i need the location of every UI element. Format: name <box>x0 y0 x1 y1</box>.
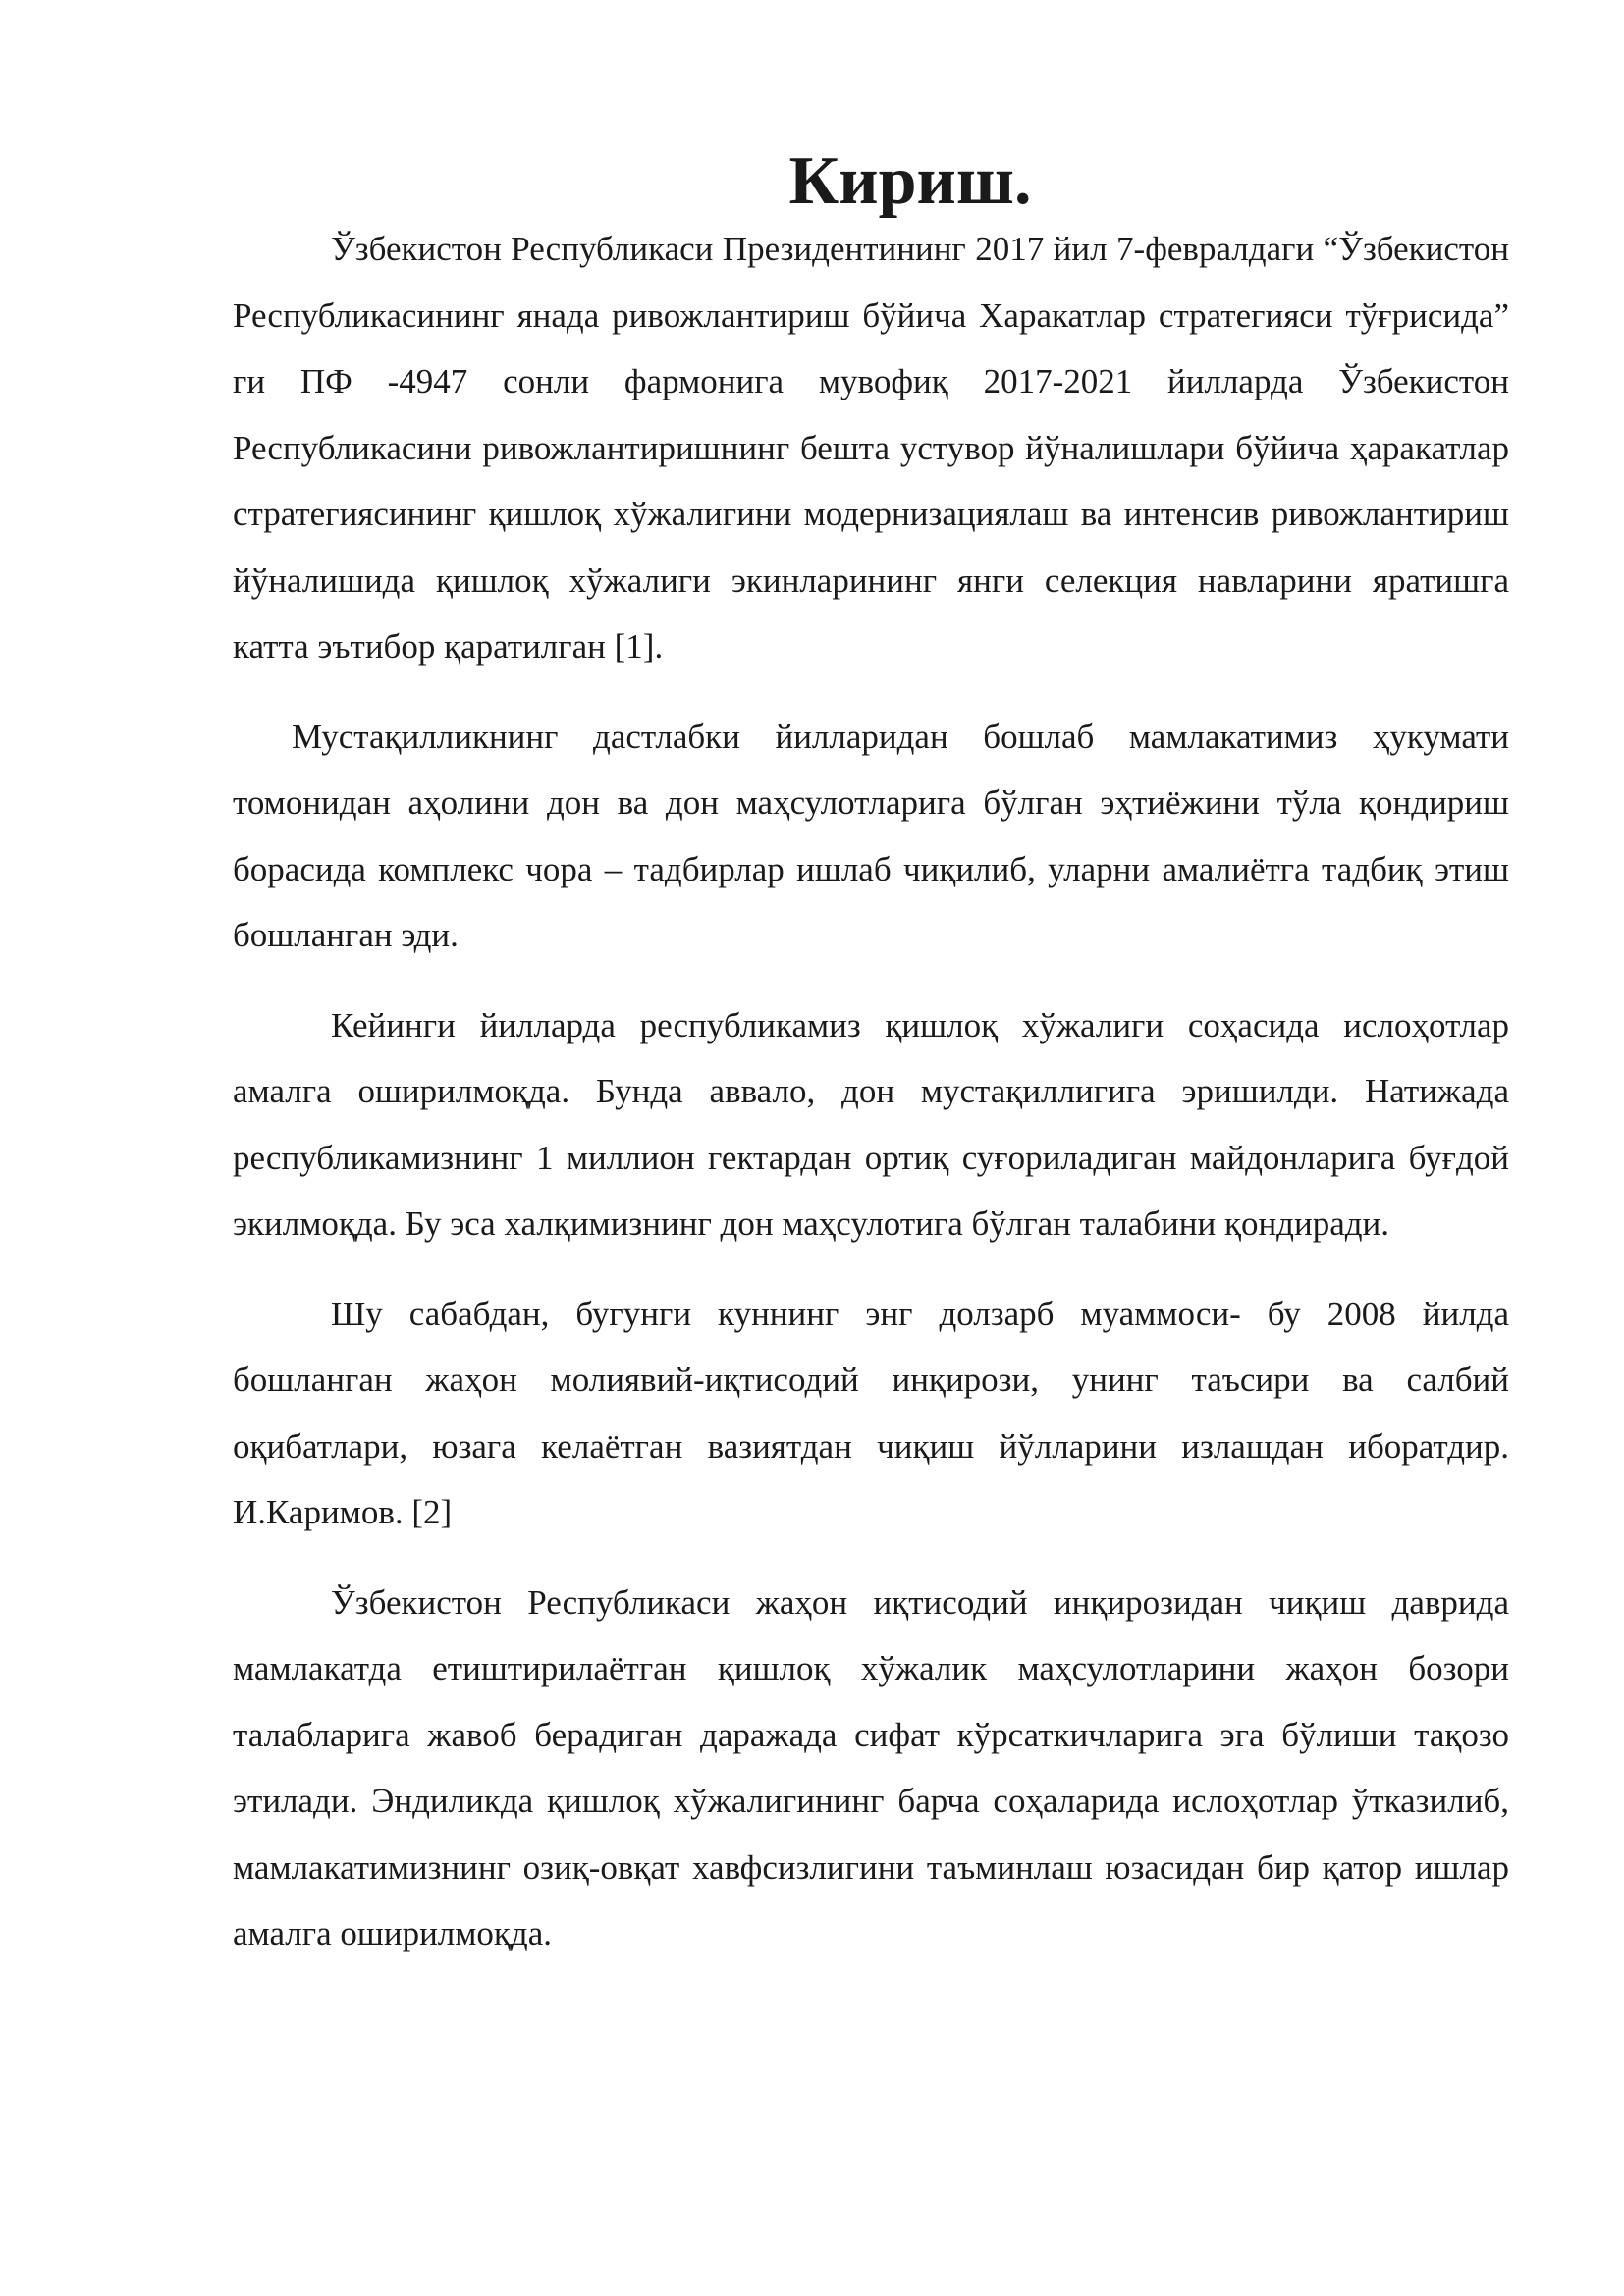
page-title: Кириш. <box>788 143 1032 219</box>
paragraph-1: Ўзбекистон Республикаси Президентининг 2017 йил 7-февралдаги “Ўзбекистон Республикасининг янада ривожлантириш бўйича Харакатлар стратегияси тўғрисида” ги ПФ -4947 сонли фармонига мувофиқ 2017-2021 йилларда Ўзбекистон Республикасини ривожлантиришнинг бешта устувор йўналишлари бўйича ҳаракатлар стратегиясининг қишлоқ хўжалигини модернизациялаш ва интенсив ривожлантириш йўналишида қишлоқ хўжалиги экинларининг янги селекция навларини яратишга катта эътибор қаратилган [1]. <box>233 230 1509 666</box>
document-body <box>233 143 1509 1967</box>
paragraph-4: Шу сабабдан, бугунги куннинг энг долзарб муаммоси- бу 2008 йилда бошланган жаҳон молиявий-иқтисодий инқирози, унинг таъсири ва салбий оқибатлари, юзага келаётган вазиятдан чиқиш йўлларини излашдан иборатдир. И.Каримов. [2] <box>233 1294 1509 1531</box>
paragraph-2: Мустақилликнинг дастлабки йилларидан бошлаб мамлакатимиз ҳукумати томонидан аҳолини дон ва дон маҳсулотларига бўлган эҳтиёжини тўла қондириш борасида комплекс чора – тадбирлар ишлаб чиқилиб, уларни амалиётга тадбиқ этиш бошланган эди. <box>233 717 1509 954</box>
paragraph-3: Кейинги йилларда республикамиз қишлоқ хўжалиги соҳасида ислоҳотлар амалга оширилмоқда. Бунда аввало, дон мустақиллигига эришилди. Натижада республикамизнинг 1 миллион гектардан ортиқ суғориладиган майдонларига буғдой экилмоқда. Бу эса халқимизнинг дон маҳсулотига бўлган талабини қондиради. <box>233 1005 1509 1243</box>
paragraph-5: Ўзбекистон Республикаси жаҳон иқтисодий инқирозидан чиқиш даврида мамлакатда етиштирилаётган қишлоқ хўжалик маҳсулотларини жаҳон бозори талабларига жавоб берадиган даражада сифат кўрсаткичларига эга бўлиши тақозо этилади. Эндиликда қишлоқ хўжалигининг барча соҳаларида ислоҳотлар ўтказилиб, мамлакатимизнинг озиқ-овқат хавфсизлигини таъминлаш юзасидан бир қатор ишлар амалга оширилмоқда. <box>233 1582 1509 1952</box>
